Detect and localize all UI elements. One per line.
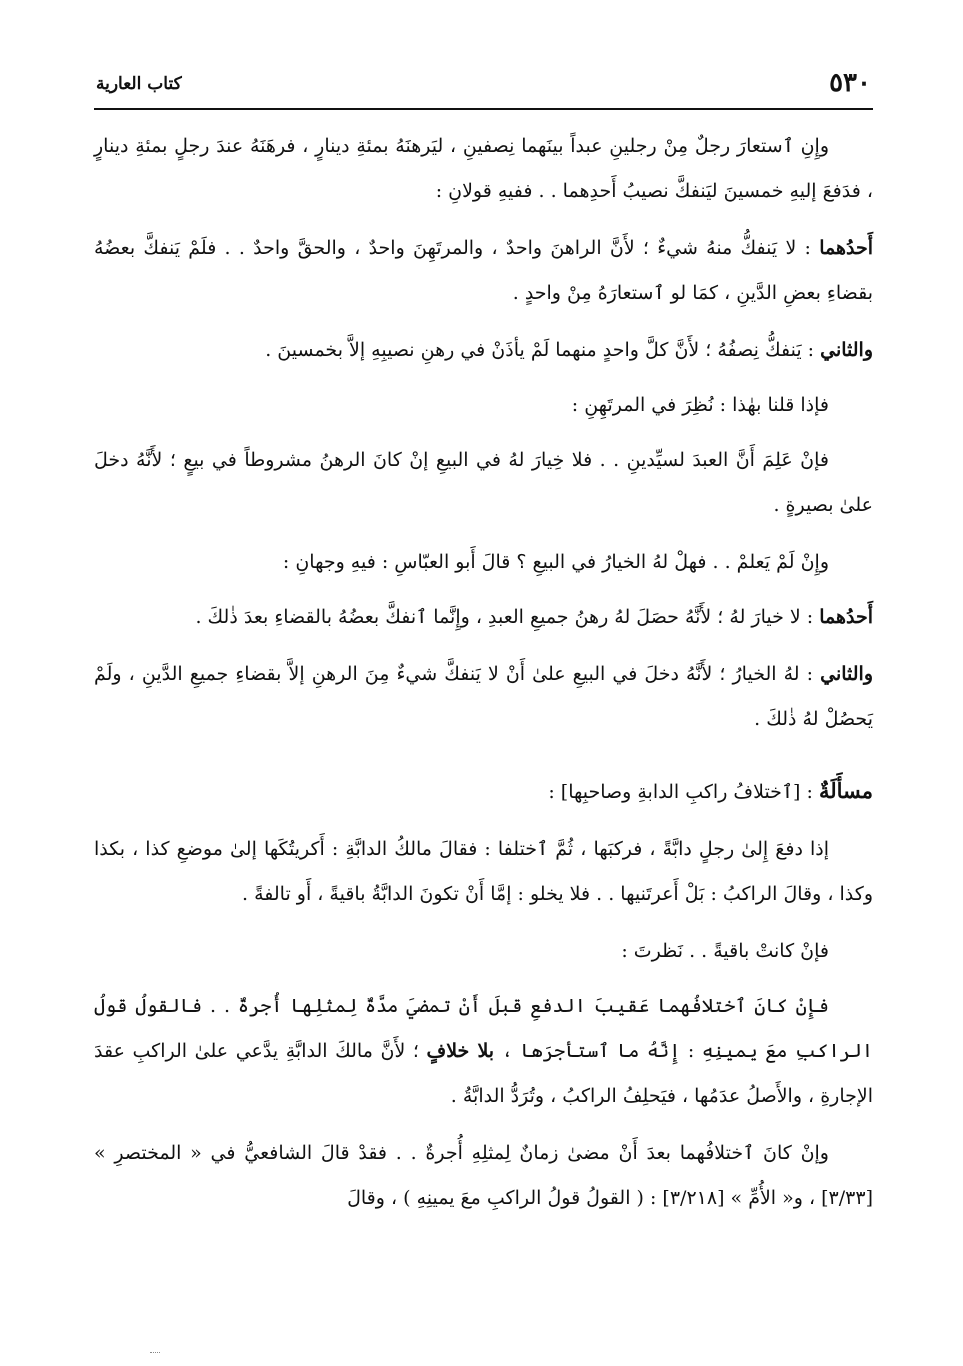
page-header (96, 66, 871, 106)
paragraph-8-lead: والثاني (820, 663, 873, 685)
paragraph-8 (94, 652, 873, 742)
paragraph-2-lead: أَحدُهما (819, 237, 873, 259)
paragraph-11-text-b: ؛ لأَنَّ مالكَ الدابَّةِ يدَّعي علىٰ الراكبِ عقدَ الإجارةِ ، والأَصلُ عدَمُها ، فيَحلِفُ الراكبُ ، وتُرَدُّ الدابَّةُ . (94, 1040, 873, 1107)
header-divider (94, 108, 873, 110)
paragraph-2 (94, 226, 873, 316)
paragraph-3-lead: والثاني (820, 339, 873, 361)
paragraph-12: وإنْ كانَ ٱختلافُهما بعدَ أَنْ مضىٰ زمانٌ لِمثلِهِ أُجرةٌ . . فقدْ قالَ الشافعيُّ في « المختصرِ » [٣/٣٣] ، و« الأُمِّ » [٣/٢١٨] : ( القولُ قولُ الراكبِ معَ يمينِهِ ) ، وقالَ (94, 1142, 873, 1209)
paragraph-3-text: : يَنفكُّ نِصفُهُ ؛ لأَنَّ كلَّ واحدٍ منهما لَمْ يأذَنْ في رهنِ نصيبِهِ إلاَّ بخمسينَ . (265, 339, 821, 361)
masala-heading (94, 768, 873, 815)
paragraph-11 (94, 984, 873, 1119)
running-title: كتاب العارية (96, 74, 182, 94)
paragraph-1: وإِنِ ٱستعارَ رجلٌ مِنْ رجلينِ عبداً بينَهما نِصفينِ ، ليَرهنَهُ بمئةِ دينارٍ ، فرهَنَهُ عندَ رجلٍ بمئةِ دينارٍ ، فدَفعَ إليهِ خمسينَ ليَنفكَّ نصيبُ أَحدِهما . . ففيهِ قولانِ : (94, 135, 873, 202)
page-number: ٥٣٠ (829, 68, 871, 98)
masala-title: : [ٱختلافُ راكبِ الدابةِ وصاحبِها] : (548, 781, 819, 803)
paragraph-10: فإنْ كانتْ باقيةً . . نَظرتَ : (621, 940, 829, 962)
masala-word: مسأَلَةٌ (818, 778, 873, 803)
paragraph-9: إذا دفعَ إِلىٰ رجلٍ دابَّةً ، فركبَها ، ثُمَّ ٱختلفا : فقالَ مالكُ الدابَّةِ : أَكريتُكَها إلىٰ موضعِ كذا ، بكذا وكذا ، وقالَ الراكبُ : بَلْ أَعرتَنيها . . فلا يخلو : إمَّا أَنْ تكونَ الدابَّةُ باقيةً ، أَو تالفةً . (94, 838, 873, 905)
paragraph-8-text: : لهُ الخيارُ ؛ لأَنَّهُ دخلَ في البيعِ علىٰ أَنْ لا يَنفكَّ شيءٌ مِنَ الرهنِ إلاَّ بقضاءِ جميعِ الدَّينِ ، ولَمْ يَحصُلْ لهُ ذٰلكَ . (94, 663, 873, 730)
paragraph-2-text: : لا يَنفكُّ منهُ شيءٌ ؛ لأَنَّ الراهنَ واحدٌ ، والمرتَهِنَ واحدٌ ، والحقَّ واحدٌ . . فلَمْ يَنفكَّ بعضُهُ بقضاءِ بعضِ الدَّينِ ، كمَا لو ٱستعارَهُ مِنْ واحدٍ . (94, 237, 873, 304)
paragraph-4: فإذا قلنا بهٰذا : نُظِرَ في المرتَهِنِ : (571, 394, 829, 416)
paragraph-11-keyword: بلا خلافٍ (426, 1040, 495, 1062)
paragraph-7-text: : لا خيارَ لهُ ؛ لأَنَّهُ حصَلَ لهُ رهنُ جميعِ العبدِ ، وإِنَّما ٱنفكَّ بعضُهُ بالقضاءِ بعدَ ذٰلكَ . (195, 606, 820, 628)
paragraph-7 (94, 595, 873, 640)
paragraph-3 (94, 328, 873, 373)
page-body (94, 124, 873, 1233)
page-bottom-mark (150, 1352, 160, 1353)
paragraph-7-lead: أَحدُهما (819, 606, 873, 628)
paragraph-6: وإِنْ لَمْ يَعلمْ . . فهلْ لهُ الخيارُ في البيعِ ؟ قالَ أَبو العبّاسِ : فيهِ وجهانِ : (282, 551, 829, 573)
paragraph-5: فإنْ عَلِمَ أَنَّ العبدَ لسيِّدينِ . . فلا خِيارَ لهُ في البيعِ إنْ كانَ الرهنُ مشروطاً في بيعٍ ؛ لأَنَّهُ دخلَ علىٰ بصيرةٍ . (94, 449, 873, 516)
paragraph-11-text-a: فإِنْ كانَ ٱختلافُهما عَقيبَ الدفعِ قبلَ أَنْ تمضيَ مدَّةٌ لِمثلِها أُجرةٌ . . فالقولُ قولُ الراكبِ معَ يمينِهِ : إِنَّهُ ما ٱستأجرَها ، (94, 995, 873, 1062)
